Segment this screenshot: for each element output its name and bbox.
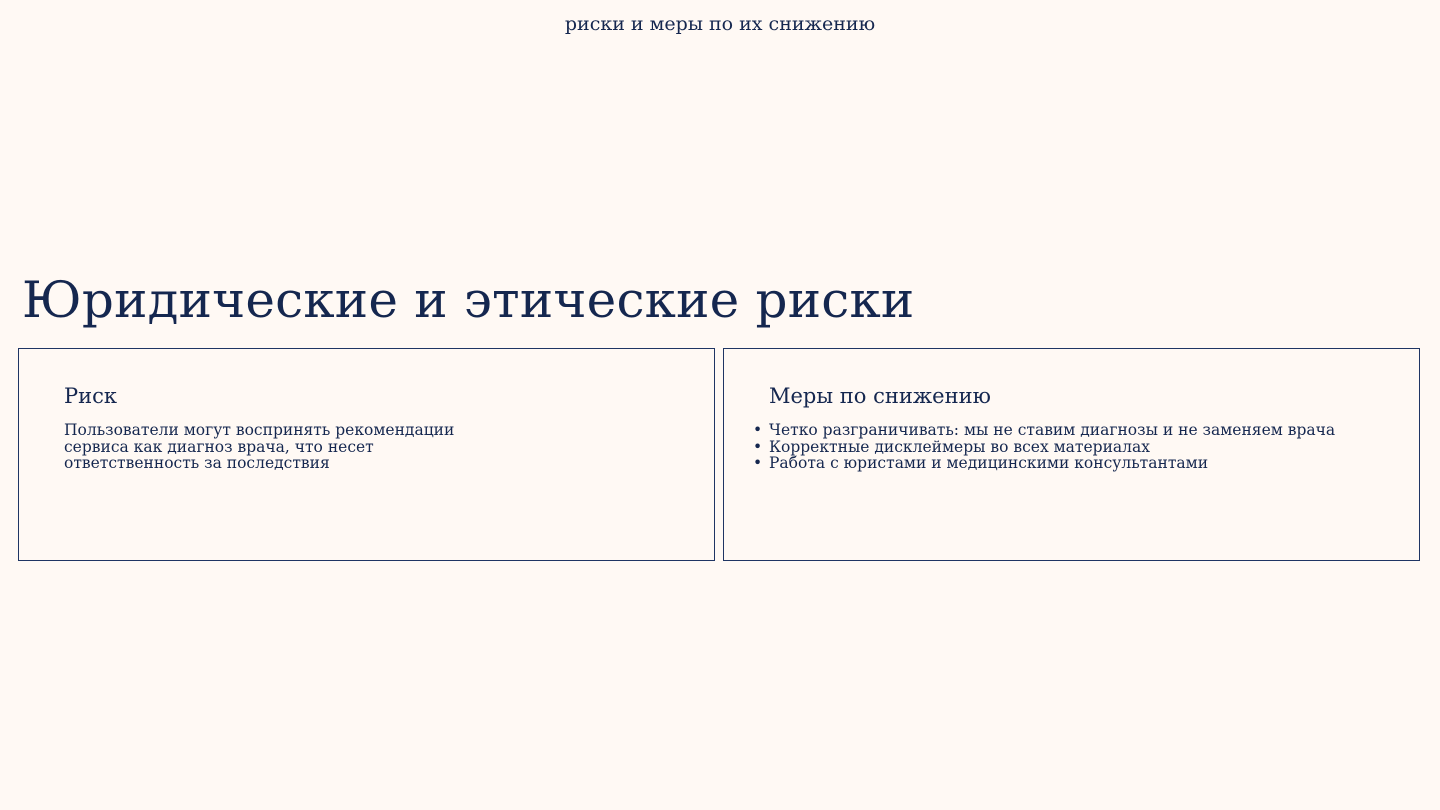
mitigation-list-item: [753, 454, 1335, 472]
slide-subtitle: риски и меры по их снижению: [564, 13, 876, 35]
mitigation-item-text: Корректные дисклеймеры во всех материалах: [769, 437, 1150, 456]
bullet-icon: •: [753, 454, 763, 472]
risk-card: [18, 348, 715, 561]
slide-title: Юридические и этические риски: [22, 271, 915, 329]
risk-card-heading: Риск: [64, 384, 118, 408]
mitigation-item-text: Работа с юристами и медицинскими консультантами: [769, 454, 1209, 472]
bullet-icon: •: [753, 421, 763, 439]
mitigation-item-text: Четко разграничивать: мы не ставим диагнозы и не заменяем врача: [769, 421, 1336, 439]
bullet-icon: •: [753, 437, 763, 456]
mitigation-list: [753, 421, 1336, 472]
mitigation-list-item: [753, 421, 1336, 439]
mitigation-list-item: [753, 437, 1335, 456]
risk-card-text: Пользователи могут воспринять рекомендации сервиса как диагноз врача, что несет ответственность за последствия: [64, 421, 455, 472]
mitigation-card: [723, 348, 1420, 561]
mitigation-card-heading: Меры по снижению: [769, 384, 991, 408]
